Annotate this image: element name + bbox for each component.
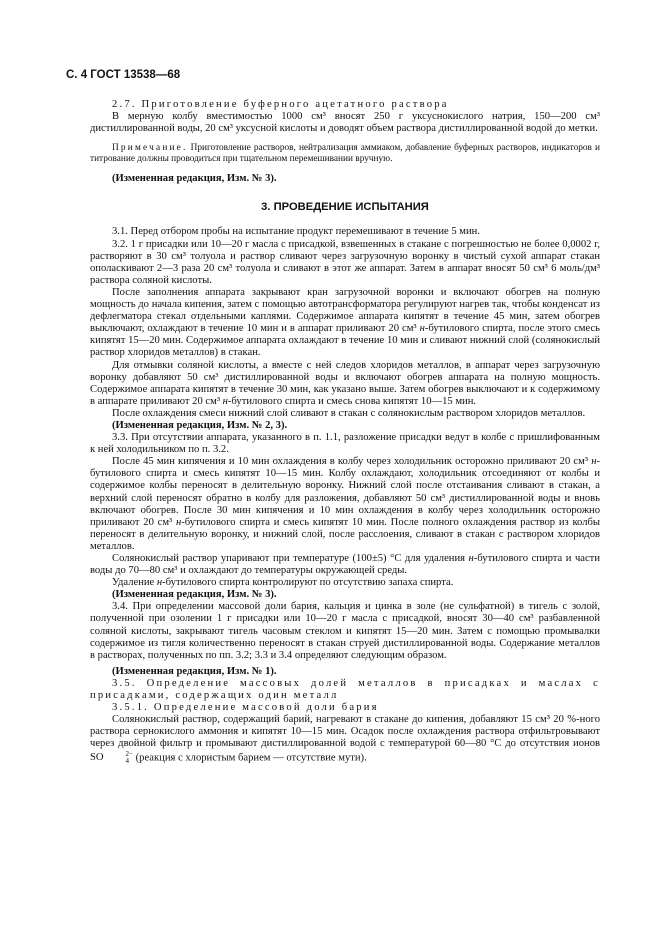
amendment-note-4: (Измененная редакция, Изм. № 1).: [112, 665, 277, 677]
italic-run: н: [156, 577, 163, 589]
amendment-note-2: (Измененная редакция, Изм. № 2, 3).: [112, 419, 288, 431]
ion-symbol: SO: [90, 751, 104, 763]
italic-run: н: [468, 553, 474, 564]
page-header: С. 4 ГОСТ 13538—68: [66, 69, 181, 81]
text-run: Солянокислый раствор, содержащий барий, нагревают в стакане до кипения, добавляют 15 см³ 20 %-ного раствора сернокислого аммония и кипятят 10—15 мин. Осадок после охлаждения раствора отфильтровывают через двойной фильтр и промывают дистиллированной водой с температурой 60—80 °С до отсутствия ионов: [90, 714, 600, 750]
note-paragraph: [90, 143, 600, 165]
text-run: -бутилового спирта, после этого смесь кипятят 15—20 мин. Содержимое аппарата охлаждают в течение 10 мин и сливают нижний слой (солянокислый раствор хлоридов металлов) в стакан.: [90, 323, 600, 359]
text-run: (реакция с хлористым барием — отсутствие мути).: [133, 751, 367, 763]
text-run: Солянокислый раствор упаривают при температуре (100±5) °С для удаления: [112, 553, 469, 564]
text-run: -бутилового спирта и смесь снова кипятят 10—15 мин.: [227, 395, 477, 407]
paragraph-barium: [90, 714, 600, 764]
text-run: -бутилового спирта и смесь кипятят 10 мин. После полного охлаждения раствор из колбы переносят в делительную воронку, и нижний слой, после расслоения, сливают в стакан с раствором хлоридов металлов.: [90, 516, 601, 552]
text-run: Удаление: [112, 577, 157, 589]
text-run: После заполнения аппарата закрывают кран загрузочной воронки и включают обогрев на полную мощность до начала кипения, затем с помощью автотрансформатора регулируют нагрев так, чтобы конденсат из дефлегматора стекал отдельными каплями. Содержимое аппарата кипятят в течение 45 мин, затем обогрев выключают, охлаждают в течение 10 мин и в аппарат приливают 20 см³: [90, 286, 600, 335]
text-run: Для отмывки соляной кислоты, а вместе с ней следов хлоридов металлов, в аппарат через загрузочную воронку добавляют 50 см³ дистиллированной воды и включают обогрев аппарата на полную мощность. Содержимое аппарата кипятят в течение 30 мин, как указано выше. Затем обогрев выключают и к содержимому в аппарате приливают 20 см³: [90, 359, 600, 407]
text-run: -бутилового спирта и смесь кипятят 10—15 мин. Колбу охлаждают, холодильник отсоединяют от колбы и содержимое колбы переносят в делительную воронку. Нижний слой после отстаивания сливают в стакан, а верхний слой переносят обратно в колбу для разложения, добавляют 50 см³ дистиллированной воды и вновь включают обогрев. После 30 мин кипячения и 10 мин охлаждения в колбу через холодильник осторожно приливают 20 см³: [90, 456, 600, 528]
ion-charge: 2−: [125, 749, 133, 758]
italic-run: н: [591, 456, 597, 468]
paragraph-3-2: 3.2. 1 г присадки или 10—20 г масла с присадкой, взвешенных в стакане с погрешностью не более 0,0002 г, растворяют в 30 см³ толуола и раствор сливают через загрузочную воронку в чистый сухой аппарат стакан ополаскивают 2—3 раза 20 см³ толуола и сливают в этот же аппарат. Затем в аппарат вносят 50 см³ 6 моль/дм³ раствора соляной кислоты.: [90, 238, 600, 286]
italic-run: н: [176, 516, 182, 528]
sulfate-ion: [90, 749, 133, 765]
amendment-note-1: (Измененная редакция, Изм. № 3).: [112, 173, 277, 185]
amendment-note-3: (Измененная редакция, Изм. № 3).: [112, 589, 277, 601]
ion-subscript: 4: [125, 756, 130, 765]
subsection-2-7-text: В мерную колбу вместимостью 1000 см³ вносят 250 г уксуснокислого натрия, 150—200 см³ дистиллированной воды, 20 см³ уксусной кислоты и доводят объем раствора дистиллированной водой до метки.: [90, 111, 600, 135]
subsection-3-5-title: 3.5. Определение массовых долей металлов в присадках и маслах с присадками, содержащих один металл: [90, 677, 600, 702]
note-text: Приготовление растворов, нейтрализация аммиаком, добавление буферных растворов, индикаторов и титрование должны проводиться при тщательном перемешивании вручную.: [90, 143, 600, 165]
paragraph-3-4: 3.4. При определении массовой доли бария, кальция и цинка в золе (не сульфатной) в тигель с золой, полученной при озолении 1 г присадки или 10—20 г масла с присадкой, вносят 30—40 см³ разбавленной соляной кислоты, закрывают тигель часовым стеклом и кипятят 15—20 мин. Затем с помощью промывалки содержимое из тигля количественно переносят в стакан струей дистиллированной воды. Содержание металлов в растворах, полученных по пп. 3.2; 3.3 и 3.4 определяют следующим образом.: [90, 601, 600, 661]
paragraph-after-boiling: [90, 456, 600, 553]
paragraph-cooling: После охлаждения смеси нижний слой сливают в стакан с солянокислым раствором хлоридов металлов.: [112, 407, 586, 419]
section-3-heading: 3. ПРОВЕДЕНИЕ ИСПЫТАНИЯ: [261, 201, 429, 214]
text-run: После 45 мин кипячения и 10 мин охлаждения в колбу через холодильник осторожно приливают 20 см³: [112, 456, 592, 468]
note-label: Примечание.: [112, 143, 188, 154]
text-run: -бутилового спирта контролируют по отсутствию запаха спирта.: [162, 577, 454, 589]
paragraph-3-3: 3.3. При отсутствии аппарата, указанного в п. 1.1, разложение присадки ведут в колбе с пришлифованным к ней холодильником по п. 3.2.: [90, 432, 600, 456]
paragraph-apparatus-filling: [90, 287, 600, 360]
paragraph-acid-washing: [90, 360, 600, 408]
paragraph-evaporation: [90, 553, 600, 577]
document-body: [90, 99, 600, 765]
subsection-2-7-title: 2.7. Приготовление буферного ацетатного раствора: [112, 99, 449, 110]
italic-run: н: [222, 395, 228, 407]
italic-run: н: [419, 323, 425, 335]
subsection-3-5-1-title: 3.5.1. Определение массовой доли бария: [112, 702, 379, 714]
paragraph-alcohol-removal: [90, 577, 600, 589]
text-run: -бутилового спирта и части воды до 70—80 см³ и охлаждают до температуры окружающей среды.: [90, 553, 600, 577]
paragraph-3-1: 3.1. Перед отбором пробы на испытание продукт перемешивают в течение 5 мин.: [112, 226, 480, 238]
